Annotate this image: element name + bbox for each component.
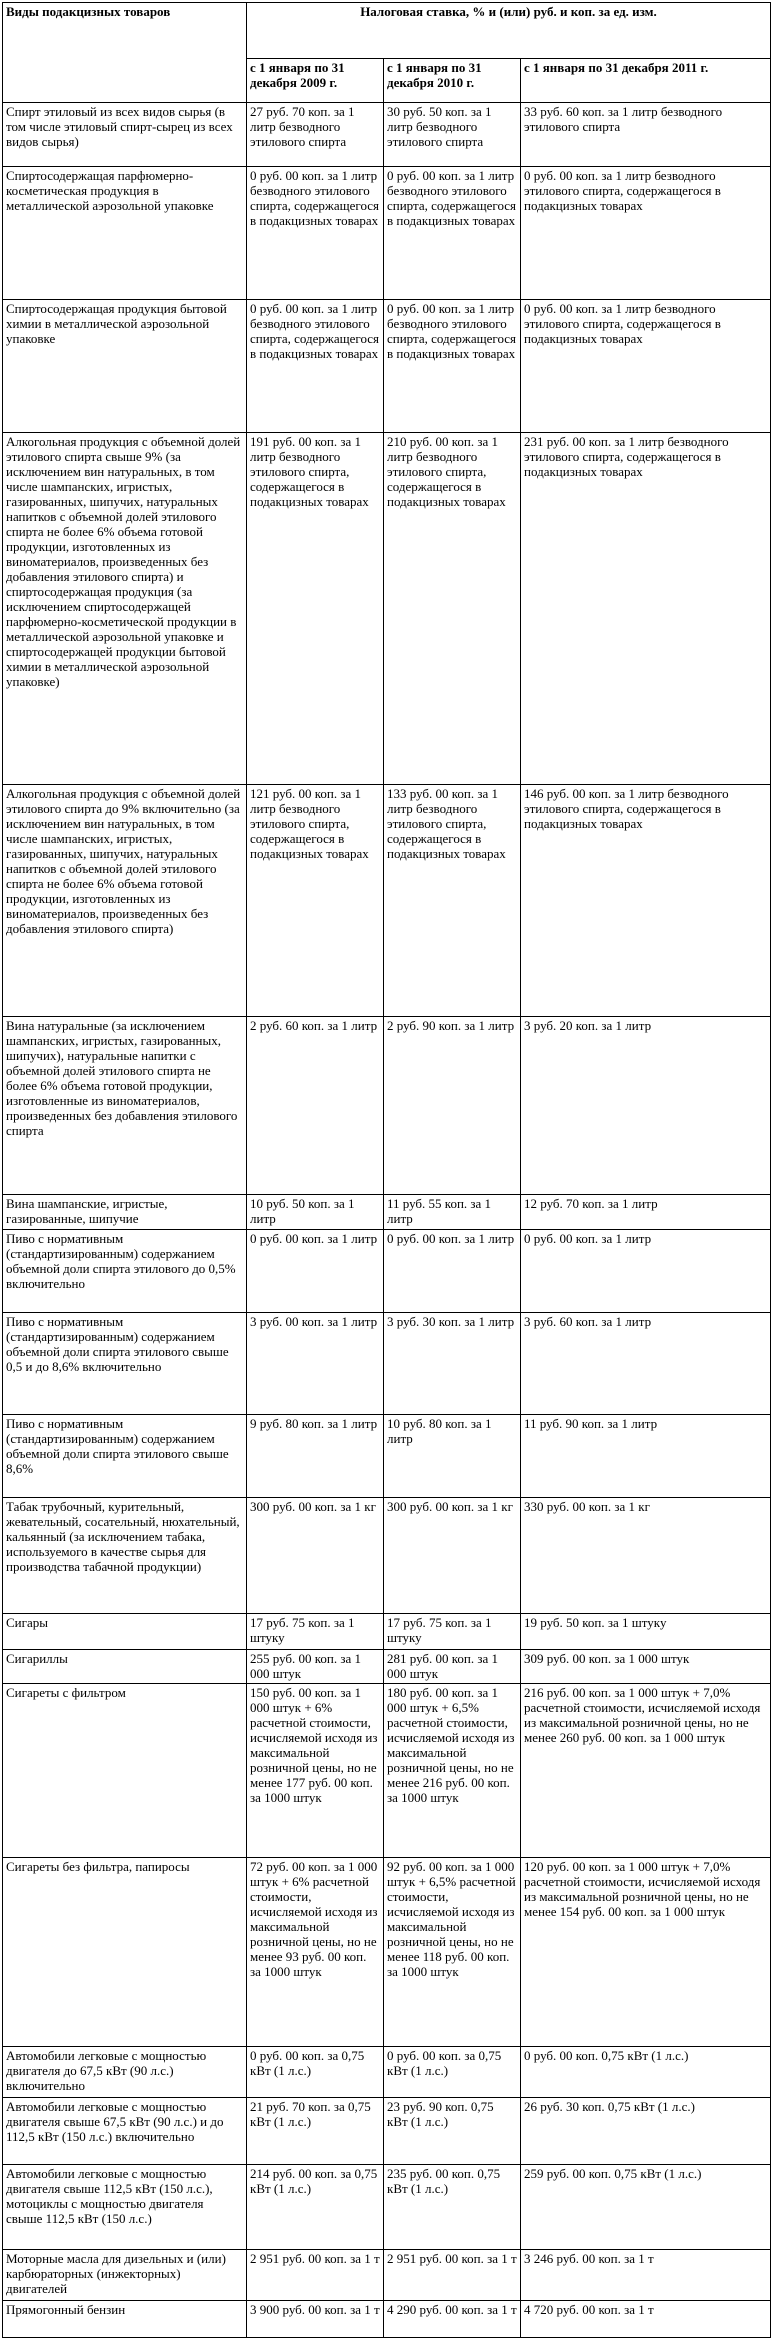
rate-2010-cell: 4 290 руб. 00 коп. за 1 т bbox=[384, 2301, 521, 2338]
rate-2010-cell: 2 руб. 90 коп. за 1 литр bbox=[384, 1016, 521, 1194]
table-row bbox=[3, 1195, 771, 1230]
goods-name-cell: Сигариллы bbox=[3, 1649, 247, 1684]
table-row bbox=[3, 1016, 771, 1194]
header-row bbox=[3, 3, 771, 59]
rate-2011-cell: 12 руб. 70 коп. за 1 литр bbox=[521, 1195, 771, 1230]
rate-2010-cell: 92 руб. 00 коп. за 1 000 штук + 6,5% расчетной стоимости, исчисляемой исходя из максимальной розничной цены, но не менее 118 руб. 00 коп. за 1000 штук bbox=[384, 1857, 521, 2046]
rate-2011-cell: 0 руб. 00 коп. за 1 литр безводного этилового спирта, содержащегося в подакцизных товарах bbox=[521, 300, 771, 432]
rate-2011-cell: 146 руб. 00 коп. за 1 литр безводного этилового спирта, содержащегося в подакцизных товарах bbox=[521, 784, 771, 1016]
rate-2010-cell: 0 руб. 00 коп. за 0,75 кВт (1 л.с.) bbox=[384, 2046, 521, 2097]
rate-2009-cell: 121 руб. 00 коп. за 1 литр безводного этилового спирта, содержащегося в подакцизных товарах bbox=[247, 784, 384, 1016]
goods-name-cell: Автомобили легковые с мощностью двигателя свыше 112,5 кВт (150 л.с.), мотоциклы с мощностью двигателя свыше 112,5 кВт (150 л.с.) bbox=[3, 2164, 247, 2249]
rate-2010-cell: 3 руб. 30 коп. за 1 литр bbox=[384, 1313, 521, 1415]
goods-name-cell: Вина натуральные (за исключением шампанских, игристых, газированных, шипучих), натуральные напитки с объемной долей этилового спирта не более 6% объема готовой продукции, изготовленные из виноматериалов, произведенных без добавления этилового спирта bbox=[3, 1016, 247, 1194]
rate-2010-cell: 210 руб. 00 коп. за 1 литр безводного этилового спирта, содержащегося в подакцизных товарах bbox=[384, 432, 521, 784]
table-row bbox=[3, 2097, 771, 2164]
rate-2009-cell: 17 руб. 75 коп. за 1 штуку bbox=[247, 1614, 384, 1650]
rate-2009-cell: 72 руб. 00 коп. за 1 000 штук + 6% расчетной стоимости, исчисляемой исходя из максимальной розничной цены, но не менее 93 руб. 00 коп. за 1000 штук bbox=[247, 1857, 384, 2046]
table-row bbox=[3, 2301, 771, 2338]
header-period-2010: с 1 января по 31 декабря 2010 г. bbox=[384, 59, 521, 103]
rate-2010-cell: 0 руб. 00 коп. за 1 литр безводного этилового спирта, содержащегося в подакцизных товарах bbox=[384, 300, 521, 432]
goods-name-cell: Пиво с нормативным (стандартизированным) содержанием объемной доли спирта этилового свыше 0,5 и до 8,6% включительно bbox=[3, 1313, 247, 1415]
goods-name-cell: Алкогольная продукция с объемной долей этилового спирта до 9% включительно (за исключением вин натуральных, в том числе шампанских, игристых, газированных, шипучих, натуральных напитков с объемной долей этилового спирта не более 6% объема готовой продукции, изготовленных из виноматериалов, произведенных без добавления этилового спирта) bbox=[3, 784, 247, 1016]
rate-2011-cell: 309 руб. 00 коп. за 1 000 штук bbox=[521, 1649, 771, 1684]
goods-name-cell: Моторные масла для дизельных и (или) карбюраторных (инжекторных) двигателей bbox=[3, 2250, 247, 2301]
rate-2010-cell: 0 руб. 00 коп. за 1 литр bbox=[384, 1229, 521, 1312]
rate-2010-cell: 300 руб. 00 коп. за 1 кг bbox=[384, 1498, 521, 1614]
rate-2009-cell: 191 руб. 00 коп. за 1 литр безводного этилового спирта, содержащегося в подакцизных товарах bbox=[247, 432, 384, 784]
rate-2011-cell: 231 руб. 00 коп. за 1 литр безводного этилового спирта, содержащегося в подакцизных товарах bbox=[521, 432, 771, 784]
table-row bbox=[3, 2250, 771, 2301]
goods-name-cell: Сигареты без фильтра, папиросы bbox=[3, 1857, 247, 2046]
goods-name-cell: Спиртосодержащая парфюмерно-косметическая продукция в металлической аэрозольной упаковке bbox=[3, 167, 247, 300]
goods-name-cell: Алкогольная продукция с объемной долей этилового спирта свыше 9% (за исключением вин натуральных, в том числе шампанских, игристых, газированных, шипучих, натуральных напитков с объемной долей этилового спирта не более 6% объема готовой продукции, изготовленных из виноматериалов, произведенных без добавления этилового спирта) и спиртосодержащая продукция (за исключением спиртосодержащей парфюмерно-косметической продукции в металлической аэрозольной упаковке и спиртосодержащей продукции бытовой химии в металлической аэрозольной упаковке) bbox=[3, 432, 247, 784]
rate-2009-cell: 300 руб. 00 коп. за 1 кг bbox=[247, 1498, 384, 1614]
table-row bbox=[3, 167, 771, 300]
rate-2010-cell: 23 руб. 90 коп. 0,75 кВт (1 л.с.) bbox=[384, 2097, 521, 2164]
table-row bbox=[3, 784, 771, 1016]
rate-2009-cell: 150 руб. 00 коп. за 1 000 штук + 6% расчетной стоимости, исчисляемой исходя из максимальной розничной цены, но не менее 177 руб. 00 коп. за 1000 штук bbox=[247, 1684, 384, 1857]
rate-2010-cell: 180 руб. 00 коп. за 1 000 штук + 6,5% расчетной стоимости, исчисляемой исходя из максимальной розничной цены, но не менее 216 руб. 00 коп. за 1000 штук bbox=[384, 1684, 521, 1857]
rate-2011-cell: 4 720 руб. 00 коп. за 1 т bbox=[521, 2301, 771, 2338]
rate-2011-cell: 26 руб. 30 коп. 0,75 кВт (1 л.с.) bbox=[521, 2097, 771, 2164]
rate-2009-cell: 255 руб. 00 коп. за 1 000 штук bbox=[247, 1649, 384, 1684]
excise-rates-document bbox=[2, 2, 770, 2338]
rate-2011-cell: 216 руб. 00 коп. за 1 000 штук + 7,0% расчетной стоимости, исчисляемой исходя из максимальной розничной цены, но не менее 260 руб. 00 коп. за 1 000 штук bbox=[521, 1684, 771, 1857]
table-row bbox=[3, 1414, 771, 1497]
rate-2009-cell: 0 руб. 00 коп. за 1 литр bbox=[247, 1229, 384, 1312]
table-row bbox=[3, 1684, 771, 1857]
goods-name-cell: Спирт этиловый из всех видов сырья (в том числе этиловый спирт-сырец из всех видов сырья) bbox=[3, 103, 247, 167]
goods-name-cell: Спиртосодержащая продукция бытовой химии в металлической аэрозольной упаковке bbox=[3, 300, 247, 432]
table-row bbox=[3, 1498, 771, 1614]
goods-name-cell: Сигары bbox=[3, 1614, 247, 1650]
rate-2011-cell: 120 руб. 00 коп. за 1 000 штук + 7,0% расчетной стоимости, исчисляемой исходя из максимальной розничной цены, но не менее 154 руб. 00 коп. за 1 000 штук bbox=[521, 1857, 771, 2046]
goods-name-cell: Прямогонный бензин bbox=[3, 2301, 247, 2338]
rate-2009-cell: 3 руб. 00 коп. за 1 литр bbox=[247, 1313, 384, 1415]
rate-2010-cell: 2 951 руб. 00 коп. за 1 т bbox=[384, 2250, 521, 2301]
goods-name-cell: Сигареты с фильтром bbox=[3, 1684, 247, 1857]
table-row bbox=[3, 103, 771, 167]
rate-2009-cell: 21 руб. 70 коп. за 0,75 кВт (1 л.с.) bbox=[247, 2097, 384, 2164]
goods-name-cell: Пиво с нормативным (стандартизированным) содержанием объемной доли спирта этилового до 0,5% включительно bbox=[3, 1229, 247, 1312]
table-row bbox=[3, 1857, 771, 2046]
rate-2010-cell: 133 руб. 00 коп. за 1 литр безводного этилового спирта, содержащегося в подакцизных товарах bbox=[384, 784, 521, 1016]
rate-2010-cell: 0 руб. 00 коп. за 1 литр безводного этилового спирта, содержащегося в подакцизных товарах bbox=[384, 167, 521, 300]
table-row bbox=[3, 1649, 771, 1684]
goods-name-cell: Автомобили легковые с мощностью двигателя свыше 67,5 кВт (90 л.с.) и до 112,5 кВт (150 л.с.) включительно bbox=[3, 2097, 247, 2164]
rate-2009-cell: 0 руб. 00 коп. за 1 литр безводного этилового спирта, содержащегося в подакцизных товарах bbox=[247, 167, 384, 300]
goods-name-cell: Автомобили легковые с мощностью двигателя до 67,5 кВт (90 л.с.) включительно bbox=[3, 2046, 247, 2097]
rate-2009-cell: 27 руб. 70 коп. за 1 литр безводного этилового спирта bbox=[247, 103, 384, 167]
rate-2011-cell: 0 руб. 00 коп. за 1 литр безводного этилового спирта, содержащегося в подакцизных товарах bbox=[521, 167, 771, 300]
rate-2011-cell: 259 руб. 00 коп. 0,75 кВт (1 л.с.) bbox=[521, 2164, 771, 2249]
table-row bbox=[3, 300, 771, 432]
goods-name-cell: Табак трубочный, курительный, жевательный, сосательный, нюхательный, кальянный (за исключением табака, используемого в качестве сырья для производства табачной продукции) bbox=[3, 1498, 247, 1614]
rate-2010-cell: 11 руб. 55 коп. за 1 литр bbox=[384, 1195, 521, 1230]
table-row bbox=[3, 1229, 771, 1312]
table-row bbox=[3, 432, 771, 784]
rate-2009-cell: 9 руб. 80 коп. за 1 литр bbox=[247, 1414, 384, 1497]
rate-2011-cell: 0 руб. 00 коп. за 1 литр bbox=[521, 1229, 771, 1312]
rate-2011-cell: 33 руб. 60 коп. за 1 литр безводного этилового спирта bbox=[521, 103, 771, 167]
rate-2011-cell: 3 246 руб. 00 коп. за 1 т bbox=[521, 2250, 771, 2301]
rate-2009-cell: 10 руб. 50 коп. за 1 литр bbox=[247, 1195, 384, 1230]
rate-2011-cell: 19 руб. 50 коп. за 1 штуку bbox=[521, 1614, 771, 1650]
header-tax-rate: Налоговая ставка, % и (или) руб. и коп. за ед. изм. bbox=[247, 3, 771, 59]
rate-2009-cell: 214 руб. 00 коп. за 0,75 кВт (1 л.с.) bbox=[247, 2164, 384, 2249]
rate-2011-cell: 0 руб. 00 коп. 0,75 кВт (1 л.с.) bbox=[521, 2046, 771, 2097]
rate-2011-cell: 11 руб. 90 коп. за 1 литр bbox=[521, 1414, 771, 1497]
rate-2011-cell: 330 руб. 00 коп. за 1 кг bbox=[521, 1498, 771, 1614]
table-row bbox=[3, 1614, 771, 1650]
rate-2010-cell: 235 руб. 00 коп. 0,75 кВт (1 л.с.) bbox=[384, 2164, 521, 2249]
header-goods-kinds: Виды подакцизных товаров bbox=[3, 3, 247, 103]
rate-2010-cell: 17 руб. 75 коп. за 1 штуку bbox=[384, 1614, 521, 1650]
table-row bbox=[3, 2164, 771, 2249]
rate-2010-cell: 281 руб. 00 коп. за 1 000 штук bbox=[384, 1649, 521, 1684]
goods-name-cell: Пиво с нормативным (стандартизированным) содержанием объемной доли спирта этилового свыше 8,6% bbox=[3, 1414, 247, 1497]
excise-rates-table bbox=[2, 2, 771, 2338]
goods-name-cell: Вина шампанские, игристые, газированные, шипучие bbox=[3, 1195, 247, 1230]
rate-2010-cell: 30 руб. 50 коп. за 1 литр безводного этилового спирта bbox=[384, 103, 521, 167]
header-period-2009: с 1 января по 31 декабря 2009 г. bbox=[247, 59, 384, 103]
rate-2011-cell: 3 руб. 20 коп. за 1 литр bbox=[521, 1016, 771, 1194]
rate-2009-cell: 2 руб. 60 коп. за 1 литр bbox=[247, 1016, 384, 1194]
rate-2009-cell: 0 руб. 00 коп. за 1 литр безводного этилового спирта, содержащегося в подакцизных товарах bbox=[247, 300, 384, 432]
table-row bbox=[3, 2046, 771, 2097]
rate-2011-cell: 3 руб. 60 коп. за 1 литр bbox=[521, 1313, 771, 1415]
header-period-2011: с 1 января по 31 декабря 2011 г. bbox=[521, 59, 771, 103]
table-row bbox=[3, 1313, 771, 1415]
rate-2009-cell: 3 900 руб. 00 коп. за 1 т bbox=[247, 2301, 384, 2338]
rate-2009-cell: 2 951 руб. 00 коп. за 1 т bbox=[247, 2250, 384, 2301]
rate-2010-cell: 10 руб. 80 коп. за 1 литр bbox=[384, 1414, 521, 1497]
rate-2009-cell: 0 руб. 00 коп. за 0,75 кВт (1 л.с.) bbox=[247, 2046, 384, 2097]
